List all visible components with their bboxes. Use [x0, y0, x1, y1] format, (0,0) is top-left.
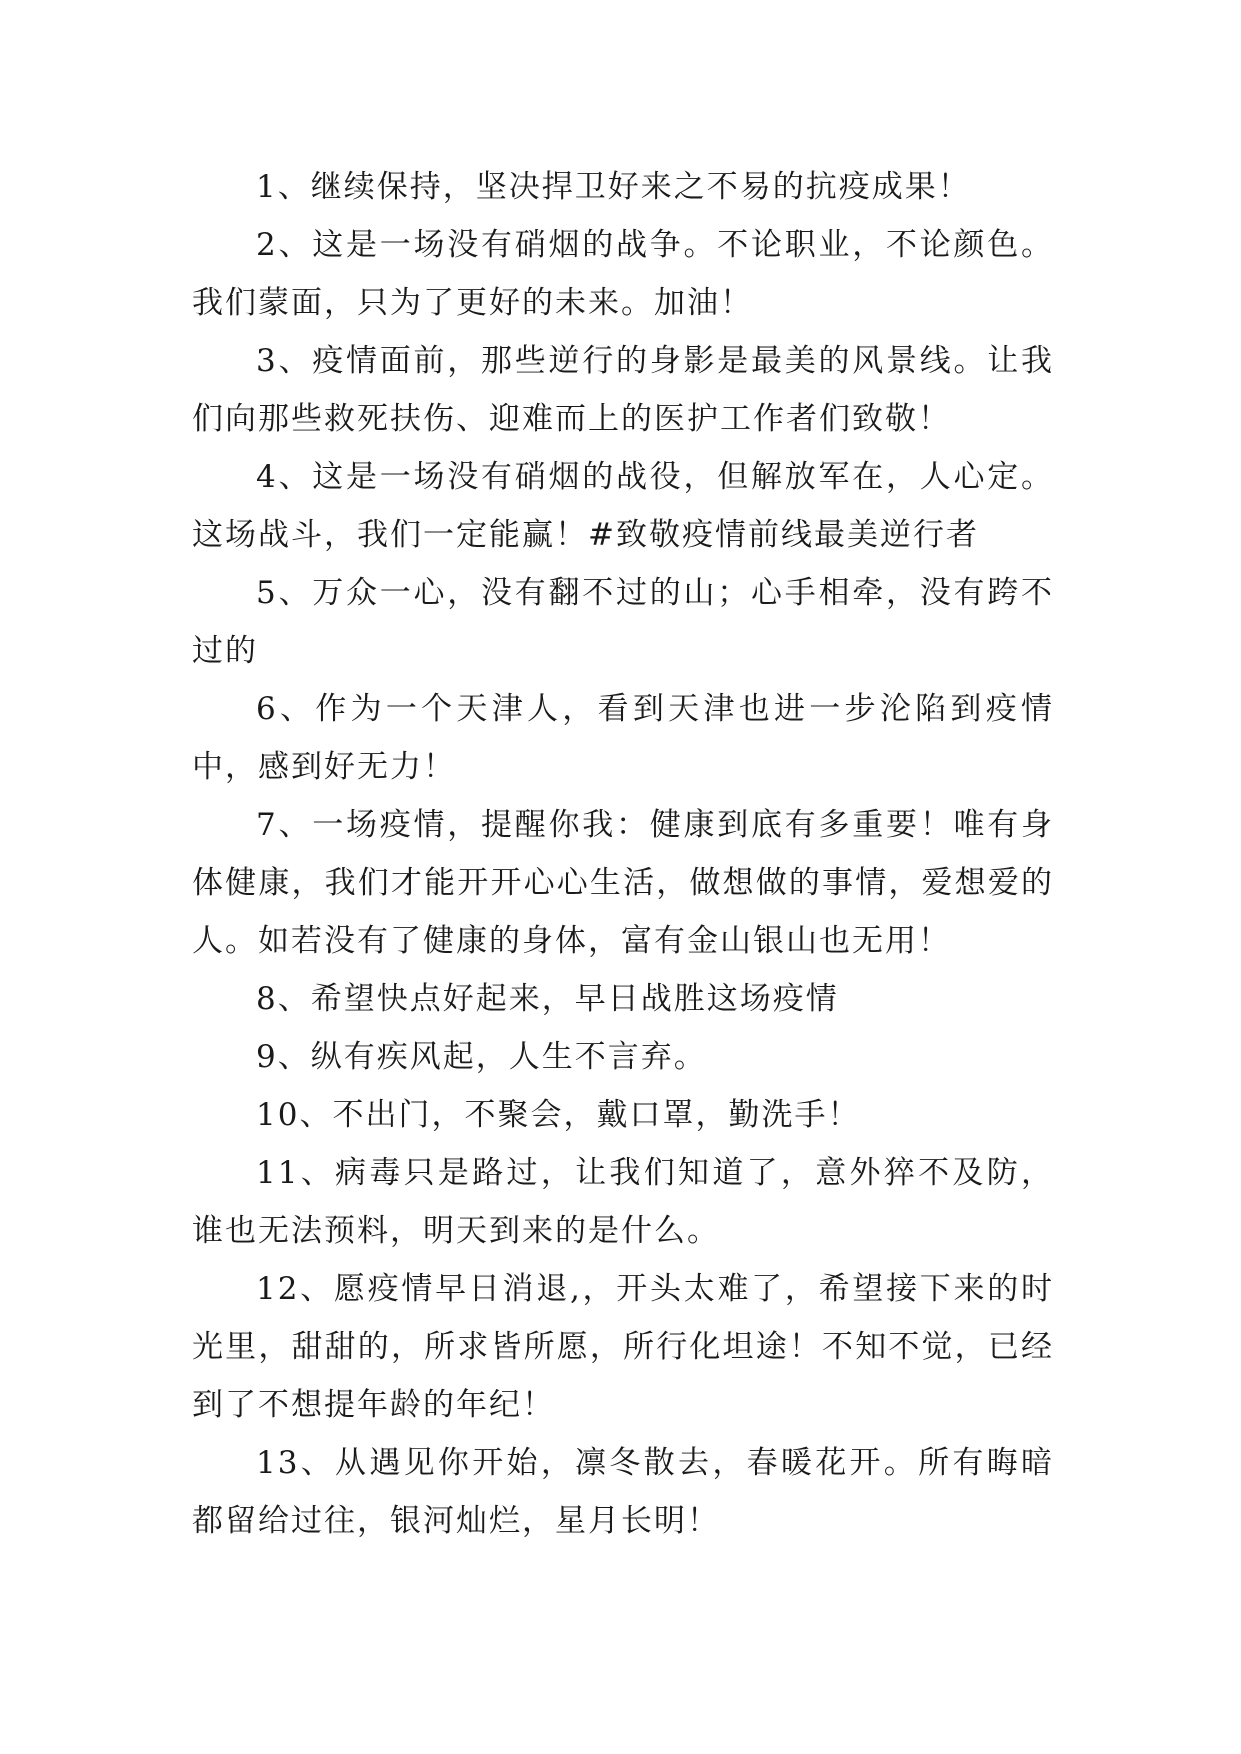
paragraph-9: 9、纵有疾风起，人生不言弃。 [256, 1039, 707, 1075]
paragraph-8: 8、希望快点好起来，早日战胜这场疫情 [256, 981, 839, 1017]
paragraph-3: 3、疫情面前，那些逆行的身影是最美的风景线。让我们向那些救死扶伤、迎难而上的医护工作者们致敬！ [192, 343, 1054, 437]
paragraph-10: 10、不出门，不聚会，戴口罩，勤洗手！ [256, 1097, 861, 1133]
paragraph-6: 6、作为一个天津人，看到天津也进一步沦陷到疫情中，感到好无力！ [192, 691, 1054, 785]
paragraph-5: 5、万众一心，没有翻不过的山；心手相牵，没有跨不过的 [192, 575, 1054, 669]
paragraph-13: 13、从遇见你开始，凛冬散去，春暖花开。所有晦暗都留给过往，银河灿烂，星月长明！ [192, 1445, 1054, 1539]
document-body [192, 158, 1054, 1550]
paragraph-7: 7、一场疫情，提醒你我：健康到底有多重要！唯有身体健康，我们才能开开心心生活，做想做的事情，爱想爱的人。如若没有了健康的身体，富有金山银山也无用！ [192, 807, 1054, 959]
paragraph-4: 4、这是一场没有硝烟的战役，但解放军在，人心定。这场战斗，我们一定能赢！#致敬疫情前线最美逆行者 [192, 459, 1054, 553]
paragraph-1: 1、继续保持，坚决捍卫好来之不易的抗疫成果！ [256, 169, 971, 205]
paragraph-11: 11、病毒只是路过，让我们知道了，意外猝不及防，谁也无法预料，明天到来的是什么。 [192, 1155, 1054, 1249]
paragraph-2: 2、这是一场没有硝烟的战争。不论职业，不论颜色。我们蒙面，只为了更好的未来。加油！ [192, 227, 1054, 321]
paragraph-12: 12、愿疫情早日消退,，开头太难了，希望接下来的时光里，甜甜的，所求皆所愿，所行化坦途！不知不觉，已经到了不想提年龄的年纪！ [192, 1271, 1054, 1423]
